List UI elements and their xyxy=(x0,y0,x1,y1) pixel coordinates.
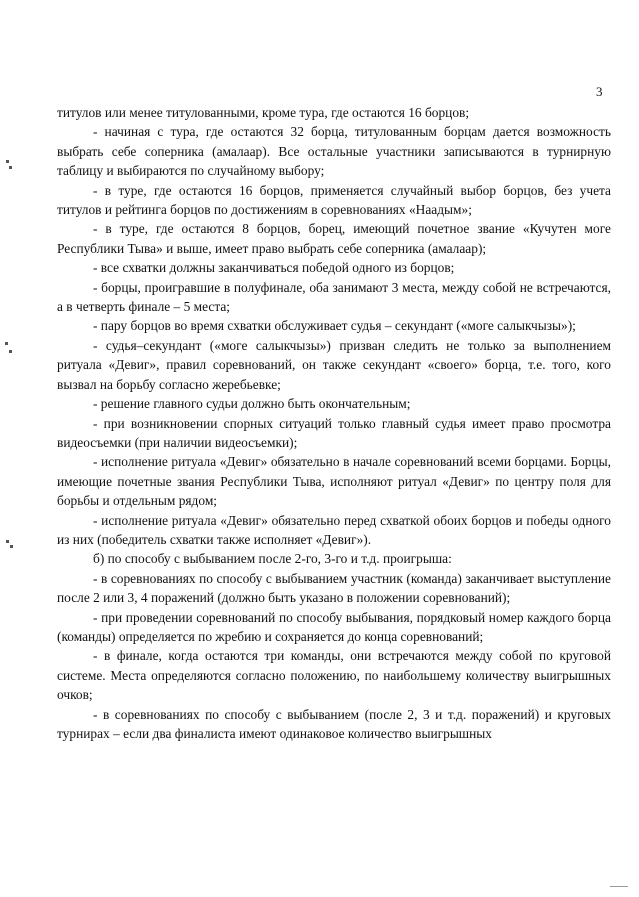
paragraph: - в соревнованиях по способу с выбыванием (после 2, 3 и т.д. поражений) и круговых турнирах – если два финалиста имеют одинаковое количество выигрышных xyxy=(57,706,611,741)
paragraph: - при проведении соревнований по способу выбывания, порядковый номер каждого борца (команды) определяется по жребию и сохраняется до конца соревнований; xyxy=(57,609,611,644)
paragraph: - начиная с тура, где остаются 32 борца, титулованным борцам дается возможность выбрать себе соперника (амалаар). Все остальные участники записываются в турнирную таблицу и выбираются по случайному выбору; xyxy=(57,124,611,179)
scan-mark xyxy=(6,540,9,543)
scan-mark xyxy=(9,350,12,353)
paragraph: - все схватки должны заканчиваться победой одного из борцов; xyxy=(93,260,455,276)
paragraph: - исполнение ритуала «Девиг» обязательно в начале соревнований всеми борцами. Борцы, имеющие почетные звания Республики Тыва, исполняют ритуал «Девиг» по центру поля для борьбы и отдельным рядом; xyxy=(57,454,611,509)
document-body xyxy=(57,103,611,743)
page-number: 3 xyxy=(596,84,603,99)
paragraph: - в туре, где остаются 8 борцов, борец, имеющий почетное звание «Кучутен моге Республики Тыва» и выше, имеет право выбрать себе соперника (амалаар); xyxy=(57,221,611,256)
paragraph: - при возникновении спорных ситуаций только главный судья имеет право просмотра видеосъемки (при наличии видеосъемки); xyxy=(57,415,611,450)
scan-mark xyxy=(9,166,12,169)
paragraph: - пару борцов во время схватки обслуживает судья – секундант («моге салыкчызы»); xyxy=(93,318,576,334)
scan-mark xyxy=(5,342,8,345)
paragraph: - исполнение ритуала «Девиг» обязательно перед схваткой обоих борцов и победы одного из них (победитель схватки также исполняет «Девиг»). xyxy=(57,512,611,547)
scan-mark xyxy=(10,545,13,548)
paragraph: - в соревнованиях по способу с выбыванием участник (команда) заканчивает выступление после 2 или 3, 4 поражений (должно быть указано в положении соревнований); xyxy=(57,570,611,606)
paragraph: - в финале, когда остаются три команды, они встречаются между собой по круговой системе. Места определяются согласно положению, по наибольшему количеству выигрышных очков; xyxy=(57,648,611,703)
paragraph: б) по способу с выбыванием после 2-го, 3-го и т.д. проигрыша: xyxy=(93,551,452,567)
paragraph: - решение главного судьи должно быть окончательным; xyxy=(93,396,411,412)
paragraph: - борцы, проигравшие в полуфинале, оба занимают 3 места, между собой не встречаются, а в четверть финале – 5 места; xyxy=(57,279,611,315)
scan-mark xyxy=(6,160,9,163)
paragraph: титулов или менее титулованными, кроме тура, где остаются 16 борцов; xyxy=(57,105,470,120)
paragraph: - в туре, где остаются 16 борцов, применяется случайный выбор борцов, без учета титулов и рейтинга борцов по достижениям в соревнованиях «Наадым»; xyxy=(57,182,611,218)
paragraph: - судья–секундант («моге салыкчызы») призван следить не только за выполнением ритуала «Девиг», правил соревнований, он также секундант «своего» борца, т.е. того, кого вызвал на борьбу согласно жеребьевке; xyxy=(57,337,611,392)
scan-edge-line xyxy=(610,886,628,887)
